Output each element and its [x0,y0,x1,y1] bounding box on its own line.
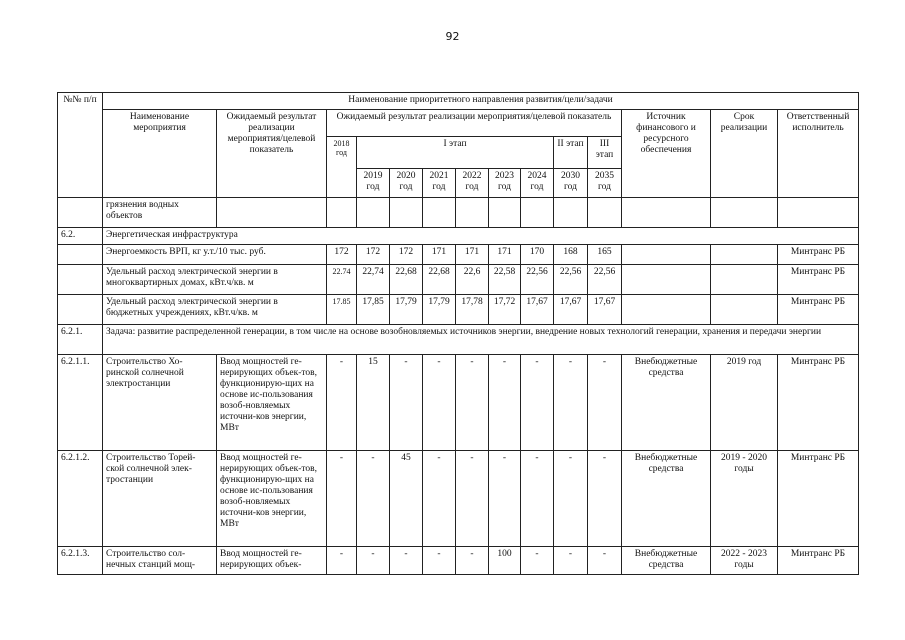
section-row [58,228,859,245]
value-cell: - [357,451,390,547]
header-year: 2021 год [423,169,456,198]
indicator-label: Удельный расход электрической энергии в многоквартирных домах, кВт.ч/кв. м [103,265,327,295]
header-year: 2023 год [489,169,521,198]
value-cell: - [521,355,554,451]
value-cell: 22.74 [327,265,357,295]
value-cell: 165 [588,245,622,265]
value-cell: 45 [390,451,423,547]
value-cell: - [456,451,489,547]
header-year-2018: 2018 год [327,137,357,198]
header-year: 2030 год [554,169,588,198]
value-cell: 17,72 [489,295,521,325]
project-row [58,355,859,451]
page-number: 92 [445,30,460,43]
header-stage-3: III этап [588,137,622,169]
value-cell: - [521,547,554,575]
value-cell: 17,79 [423,295,456,325]
responsible-cell: Минтранс РБ [778,245,859,265]
value-cell: - [521,451,554,547]
table-row [58,198,859,228]
header-row-2 [58,110,859,137]
value-cell: 172 [390,245,423,265]
development-plan-table [57,92,859,575]
value-cell: - [456,355,489,451]
header-section-title: Наименование приоритетного направления развития/цели/задачи [103,93,859,110]
task-number: 6.2.1. [58,325,103,355]
header-year: 2024 год [521,169,554,198]
source-cell: Внебюджетные средства [622,451,711,547]
value-cell: 17.85 [327,295,357,325]
value-cell: 22,68 [390,265,423,295]
project-row [58,451,859,547]
project-name: Строительство сол-нечных станций мощ- [103,547,217,575]
value-cell: 17,79 [390,295,423,325]
indicator-label: Энергоемкость ВРП, кг у.т./10 тыс. руб. [103,245,327,265]
source-cell: Внебюджетные средства [622,547,711,575]
header-num: №№ п/п [58,93,103,198]
value-cell: 17,67 [554,295,588,325]
header-stage-1: I этап [357,137,554,169]
value-cell: - [489,355,521,451]
source-cell: Внебюджетные средства [622,355,711,451]
value-cell: 17,78 [456,295,489,325]
project-result: Ввод мощностей ге-нерирующих объек-тов, функционирую-щих на основе ис-пользования возоб-новляемых источни-ков энергии, МВт [217,451,327,547]
value-cell: - [390,547,423,575]
term-cell: 2022 - 2023 годы [711,547,778,575]
value-cell: 15 [357,355,390,451]
responsible-cell: Минтранс РБ [778,295,859,325]
value-cell: - [588,355,622,451]
project-name: Строительство Хо-ринской солнечной электростанции [103,355,217,451]
value-cell: 22,6 [456,265,489,295]
value-cell: 17,67 [521,295,554,325]
responsible-cell: Минтранс РБ [778,355,859,451]
header-expected-result: Ожидаемый результат реализации мероприятия/целевой показатель [217,110,327,198]
project-result: Ввод мощностей ге-нерирующих объек- [217,547,327,575]
value-cell: - [423,547,456,575]
header-responsible: Ответственный исполнитель [778,110,859,198]
carryover-text: грязнения водных объектов [103,198,217,228]
value-cell: - [588,547,622,575]
indicator-row [58,265,859,295]
value-cell: 170 [521,245,554,265]
value-cell: - [327,355,357,451]
value-cell: 22,56 [554,265,588,295]
task-row [58,325,859,355]
header-year: 2035 год [588,169,622,198]
value-cell: - [390,355,423,451]
value-cell: 171 [489,245,521,265]
indicator-row [58,245,859,265]
value-cell: - [423,355,456,451]
value-cell: 22,58 [489,265,521,295]
header-term: Срок реализации [711,110,778,198]
project-name: Строительство Торей-ской солнечной элек-тростанции [103,451,217,547]
task-text: Задача: развитие распределенной генерации, в том числе на основе возобновляемых источников энергии, внедрение новых технологий генерации, хранения и передачи энергии [103,325,859,355]
value-cell: 172 [357,245,390,265]
header-source: Источник финансового и ресурсного обеспечения [622,110,711,198]
value-cell: 22,56 [521,265,554,295]
value-cell: - [554,355,588,451]
value-cell: 100 [489,547,521,575]
value-cell: 22,68 [423,265,456,295]
term-cell: 2019 - 2020 годы [711,451,778,547]
header-row-1 [58,93,859,110]
term-cell: 2019 год [711,355,778,451]
project-number: 6.2.1.2. [58,451,103,547]
value-cell: 22,74 [357,265,390,295]
header-event-name: Наименование мероприятия [103,110,217,198]
indicator-label: Удельный расход электрической энергии в бюджетных учреждениях, кВт.ч/кв. м [103,295,327,325]
header-expected-group: Ожидаемый результат реализации мероприятия/целевой показатель [327,110,622,137]
value-cell: 17,67 [588,295,622,325]
header-stage-2: II этап [554,137,588,169]
section-number: 6.2. [58,228,103,245]
value-cell: - [423,451,456,547]
value-cell: 171 [456,245,489,265]
section-title: Энергетическая инфраструктура [103,228,859,245]
value-cell: 172 [327,245,357,265]
value-cell: - [357,547,390,575]
project-result: Ввод мощностей ге-нерирующих объек-тов, функционирую-щих на основе ис-пользования возоб-новляемых источни-ков энергии, МВт [217,355,327,451]
indicator-row [58,295,859,325]
value-cell: - [456,547,489,575]
project-number: 6.2.1.3. [58,547,103,575]
value-cell: - [327,451,357,547]
value-cell: - [489,451,521,547]
project-row [58,547,859,575]
header-year: 2022 год [456,169,489,198]
header-year: 2019 год [357,169,390,198]
value-cell: - [327,547,357,575]
value-cell: 22,56 [588,265,622,295]
value-cell: - [554,451,588,547]
value-cell: - [588,451,622,547]
responsible-cell: Минтранс РБ [778,265,859,295]
value-cell: 168 [554,245,588,265]
responsible-cell: Минтранс РБ [778,547,859,575]
value-cell: 171 [423,245,456,265]
value-cell: - [554,547,588,575]
value-cell: 17,85 [357,295,390,325]
header-year: 2020 год [390,169,423,198]
project-number: 6.2.1.1. [58,355,103,451]
responsible-cell: Минтранс РБ [778,451,859,547]
